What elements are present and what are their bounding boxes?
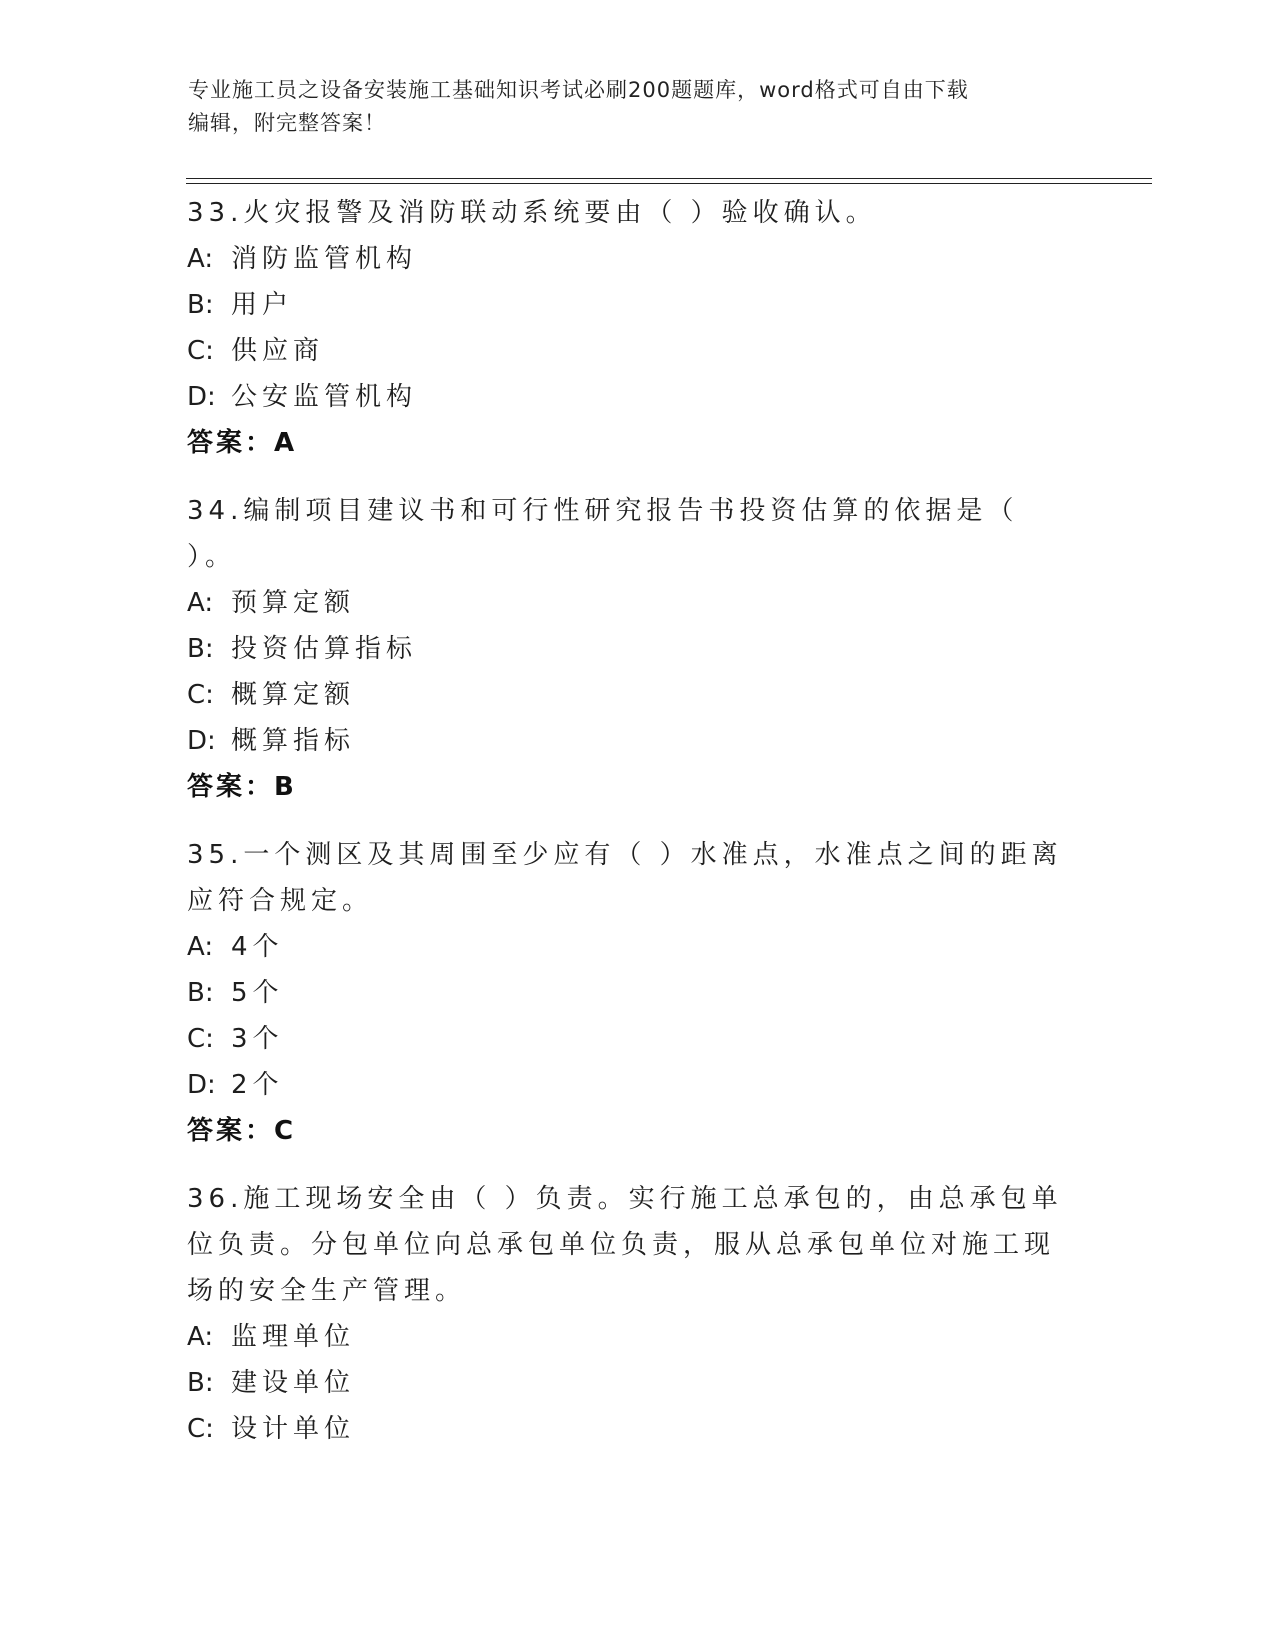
- option-text: 设计单位: [231, 1414, 356, 1444]
- option-text: 2个: [231, 1070, 284, 1100]
- option-letter: C:: [187, 1414, 214, 1444]
- option-text: 概算指标: [231, 726, 356, 756]
- option-text: 3个: [231, 1024, 284, 1054]
- option-letter: C:: [187, 336, 214, 366]
- option-c: [187, 328, 1067, 374]
- answer-line: 答案：C: [187, 1116, 297, 1146]
- document-header: [188, 74, 1088, 140]
- question-33: [187, 190, 1067, 466]
- option-text: 4个: [231, 932, 284, 962]
- option-letter: C:: [187, 1024, 214, 1054]
- option-text: 监理单位: [231, 1322, 356, 1352]
- option-b: [187, 282, 1067, 328]
- question-text: 36.施工现场安全由（ ）负责。实行施工总承包的，由总承包单位负责。分包单位向总承包单位负责，服从总承包单位对施工现场的安全生产管理。: [187, 1184, 1063, 1306]
- header-divider-bottom: [186, 183, 1152, 184]
- option-a: [187, 924, 1067, 970]
- option-text: 建设单位: [231, 1368, 356, 1398]
- option-letter: A:: [187, 244, 214, 274]
- header-line-2: 编辑，附完整答案！: [188, 111, 386, 135]
- option-d: [187, 718, 1067, 764]
- option-d: [187, 374, 1067, 420]
- option-a: [187, 580, 1067, 626]
- question-35: [187, 832, 1067, 1154]
- option-letter: A:: [187, 588, 214, 618]
- question-text: 34.编制项目建议书和可行性研究报告书投资估算的依据是（ ）。: [187, 496, 1019, 572]
- option-text: 供应商: [231, 336, 325, 366]
- option-letter: D:: [187, 1070, 216, 1100]
- option-b: [187, 970, 1067, 1016]
- option-letter: B:: [187, 290, 214, 320]
- option-b: [187, 626, 1067, 672]
- option-a: [187, 236, 1067, 282]
- option-letter: A:: [187, 1322, 214, 1352]
- question-text: 33.火灾报警及消防联动系统要由（ ）验收确认。: [187, 198, 877, 228]
- option-c: [187, 1406, 1067, 1452]
- option-b: [187, 1360, 1067, 1406]
- option-c: [187, 672, 1067, 718]
- answer-line: 答案：B: [187, 772, 297, 802]
- option-text: 消防监管机构: [231, 244, 418, 274]
- option-letter: B:: [187, 1368, 214, 1398]
- option-text: 公安监管机构: [231, 382, 418, 412]
- option-text: 概算定额: [231, 680, 356, 710]
- header-line-1: 专业施工员之设备安装施工基础知识考试必刷200题题库，word格式可自由下载: [188, 78, 969, 102]
- option-letter: D:: [187, 382, 216, 412]
- question-34: [187, 488, 1067, 810]
- option-text: 预算定额: [231, 588, 356, 618]
- option-text: 用户: [231, 290, 294, 320]
- question-text: 35.一个测区及其周围至少应有（ ）水准点，水准点之间的距离应符合规定。: [187, 840, 1063, 916]
- option-letter: C:: [187, 680, 214, 710]
- header-divider-top: [186, 178, 1152, 179]
- option-text: 投资估算指标: [231, 634, 418, 664]
- option-letter: D:: [187, 726, 216, 756]
- option-d: [187, 1062, 1067, 1108]
- question-36: [187, 1176, 1067, 1452]
- option-letter: A:: [187, 932, 214, 962]
- option-letter: B:: [187, 978, 214, 1008]
- answer-line: 答案：A: [187, 428, 298, 458]
- option-letter: B:: [187, 634, 214, 664]
- option-text: 5个: [231, 978, 284, 1008]
- option-c: [187, 1016, 1067, 1062]
- question-list: [187, 190, 1067, 1474]
- option-a: [187, 1314, 1067, 1360]
